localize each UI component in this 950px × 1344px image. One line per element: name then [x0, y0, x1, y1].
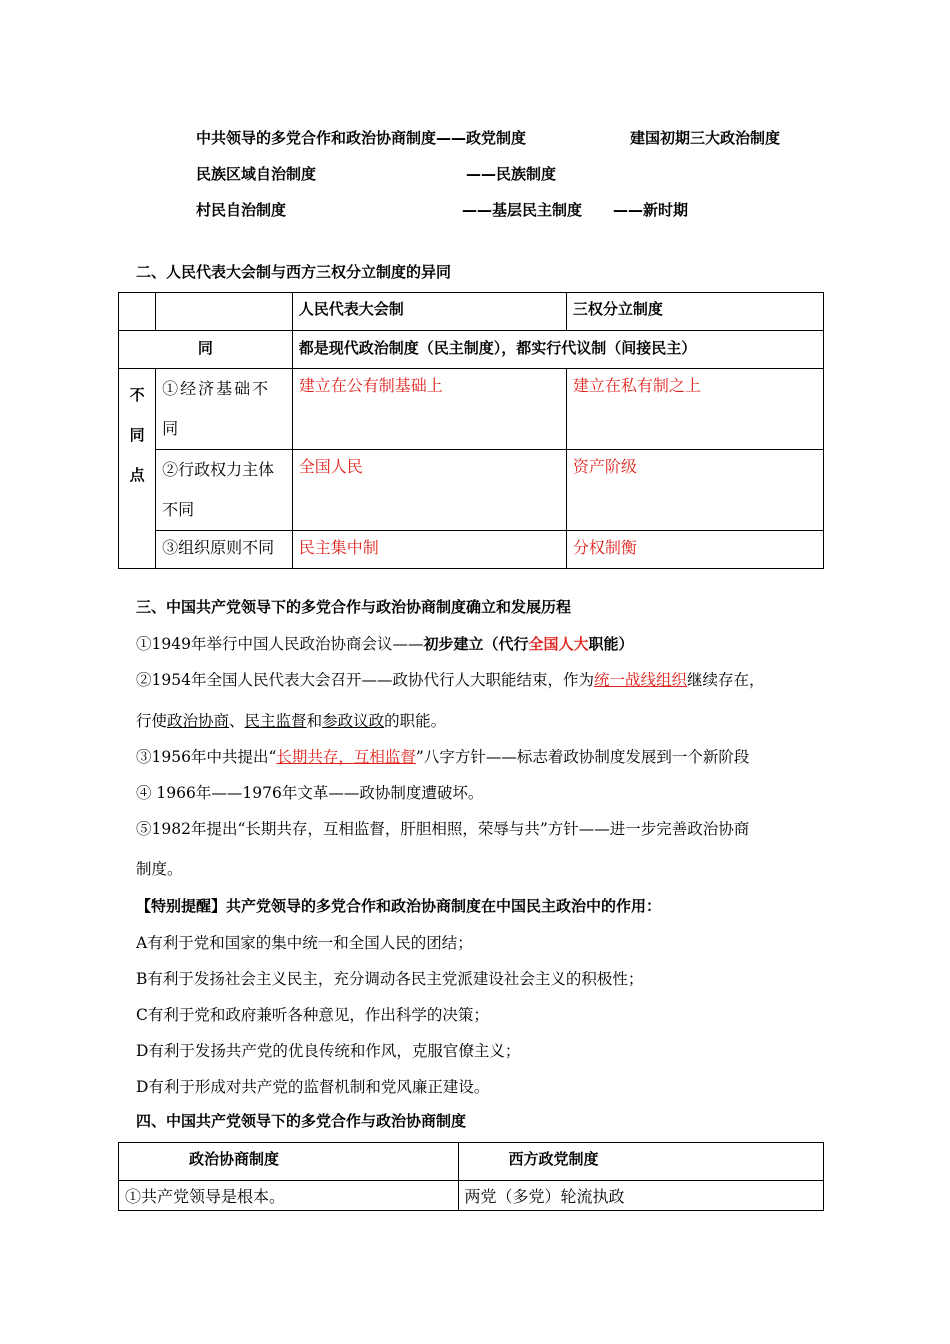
top-line-1-left: 中共领导的多党合作和政治协商制度——政党制度	[196, 129, 527, 147]
same-text: 都是现代政治制度（民主制度），都实行代议制（间接民主）	[292, 331, 823, 369]
section3-heading: 三、中国共产党领导下的多党合作与政治协商制度确立和发展历程	[136, 598, 572, 616]
comparison-table	[118, 292, 824, 569]
party-row-left: ①共产党领导是根本。	[119, 1181, 459, 1211]
history-text: ”八字方针——标志着政协制度发展到一个新阶段	[415, 748, 750, 766]
history-underline: 政治协商	[167, 712, 230, 730]
diff-row-separation: 建立在私有制之上	[566, 369, 823, 450]
diff-row-label: ③组织原则不同	[156, 531, 293, 569]
diff-row-separation: 资产阶级	[566, 450, 823, 531]
history-text: 职能）	[588, 635, 634, 653]
party-row-right: 两党（多党）轮流执政	[458, 1181, 823, 1211]
history-text: ③1956年中共提出“	[136, 748, 277, 766]
diff-row-npc: 建立在公有制基础上	[292, 369, 566, 450]
reminder-item: B有利于发扬社会主义民主，充分调动各民主党派建设社会主义的积极性；	[136, 970, 644, 988]
col-header-western: 西方政党制度	[458, 1143, 823, 1181]
history-underline: 参政议政	[322, 712, 385, 730]
diff-label-char: 点	[129, 466, 145, 484]
diff-label-char: 不	[129, 386, 145, 404]
top-line-3-mid: ——基层民主制度	[462, 201, 583, 219]
diff-row-npc: 民主集中制	[292, 531, 566, 569]
section2-heading: 二、人民代表大会制与西方三权分立制度的异同	[136, 263, 452, 281]
diff-row-label: ②行政权力主体不同	[156, 450, 293, 531]
reminder-heading: 【特别提醒】共产党领导的多党合作和政治协商制度在中国民主政治中的作用：	[136, 897, 662, 915]
diff-label-char: 同	[129, 426, 145, 444]
history-text: 继续存在，	[686, 671, 765, 689]
history-highlight: 长期共存，互相监督	[276, 748, 416, 766]
col-header-npc: 人民代表大会制	[292, 293, 566, 331]
history-item-5-cont: 制度。	[136, 860, 183, 878]
top-line-2-left: 民族区域自治制度	[196, 165, 317, 183]
header-blank-1	[119, 293, 156, 331]
reminder-item: D有利于发扬共产党的优良传统和作风，克服官僚主义；	[136, 1042, 521, 1060]
history-text: 和	[306, 712, 323, 730]
reminder-item: C有利于党和政府兼听各种意见，作出科学的决策；	[136, 1006, 489, 1024]
top-line-3-left: 村民自治制度	[196, 201, 287, 219]
history-item-2-cont	[136, 709, 446, 731]
header-blank-2	[156, 293, 293, 331]
diff-row-npc: 全国人民	[292, 450, 566, 531]
party-system-table	[118, 1142, 824, 1211]
history-item-1	[136, 632, 634, 654]
history-text: ②1954年全国人民代表大会召开——政协代行人大职能结束，作为	[136, 671, 594, 689]
history-item-3	[136, 745, 749, 767]
col-header-consultation: 政治协商制度	[119, 1143, 459, 1181]
history-text: 行使	[136, 712, 168, 730]
col-header-separation: 三权分立制度	[566, 293, 823, 331]
diff-label	[119, 369, 156, 569]
diff-row-label: ①经济基础不同	[156, 369, 293, 450]
history-text: ①1949年举行中国人民政治协商会议——	[136, 635, 424, 653]
history-text: 的职能。	[384, 712, 447, 730]
top-line-1-right: 建国初期三大政治制度	[630, 129, 781, 147]
history-text: 、	[229, 712, 245, 730]
reminder-item: D有利于形成对共产党的监督机制和党风廉正建设。	[136, 1078, 490, 1096]
same-label: 同	[119, 331, 293, 369]
history-item-4: ④ 1966年——1976年文革——政协制度遭破坏。	[136, 784, 484, 802]
history-highlight: 统一战线组织	[593, 671, 687, 689]
history-item-5: ⑤1982年提出“长期共存，互相监督，肝胆相照，荣辱与共”方针——进一步完善政治协商	[136, 820, 750, 838]
history-underline: 民主监督	[244, 712, 307, 730]
top-line-2-mid: ——民族制度	[466, 165, 557, 183]
history-item-2	[136, 668, 764, 690]
history-text: 初步建立（代行	[423, 635, 529, 653]
diff-row-separation: 分权制衡	[566, 531, 823, 569]
top-line-3-right: ——新时期	[613, 201, 689, 219]
history-highlight: 全国人大	[528, 635, 589, 653]
reminder-item: A有利于党和国家的集中统一和全国人民的团结；	[136, 934, 473, 952]
section4-heading: 四、中国共产党领导下的多党合作与政治协商制度	[136, 1112, 467, 1130]
